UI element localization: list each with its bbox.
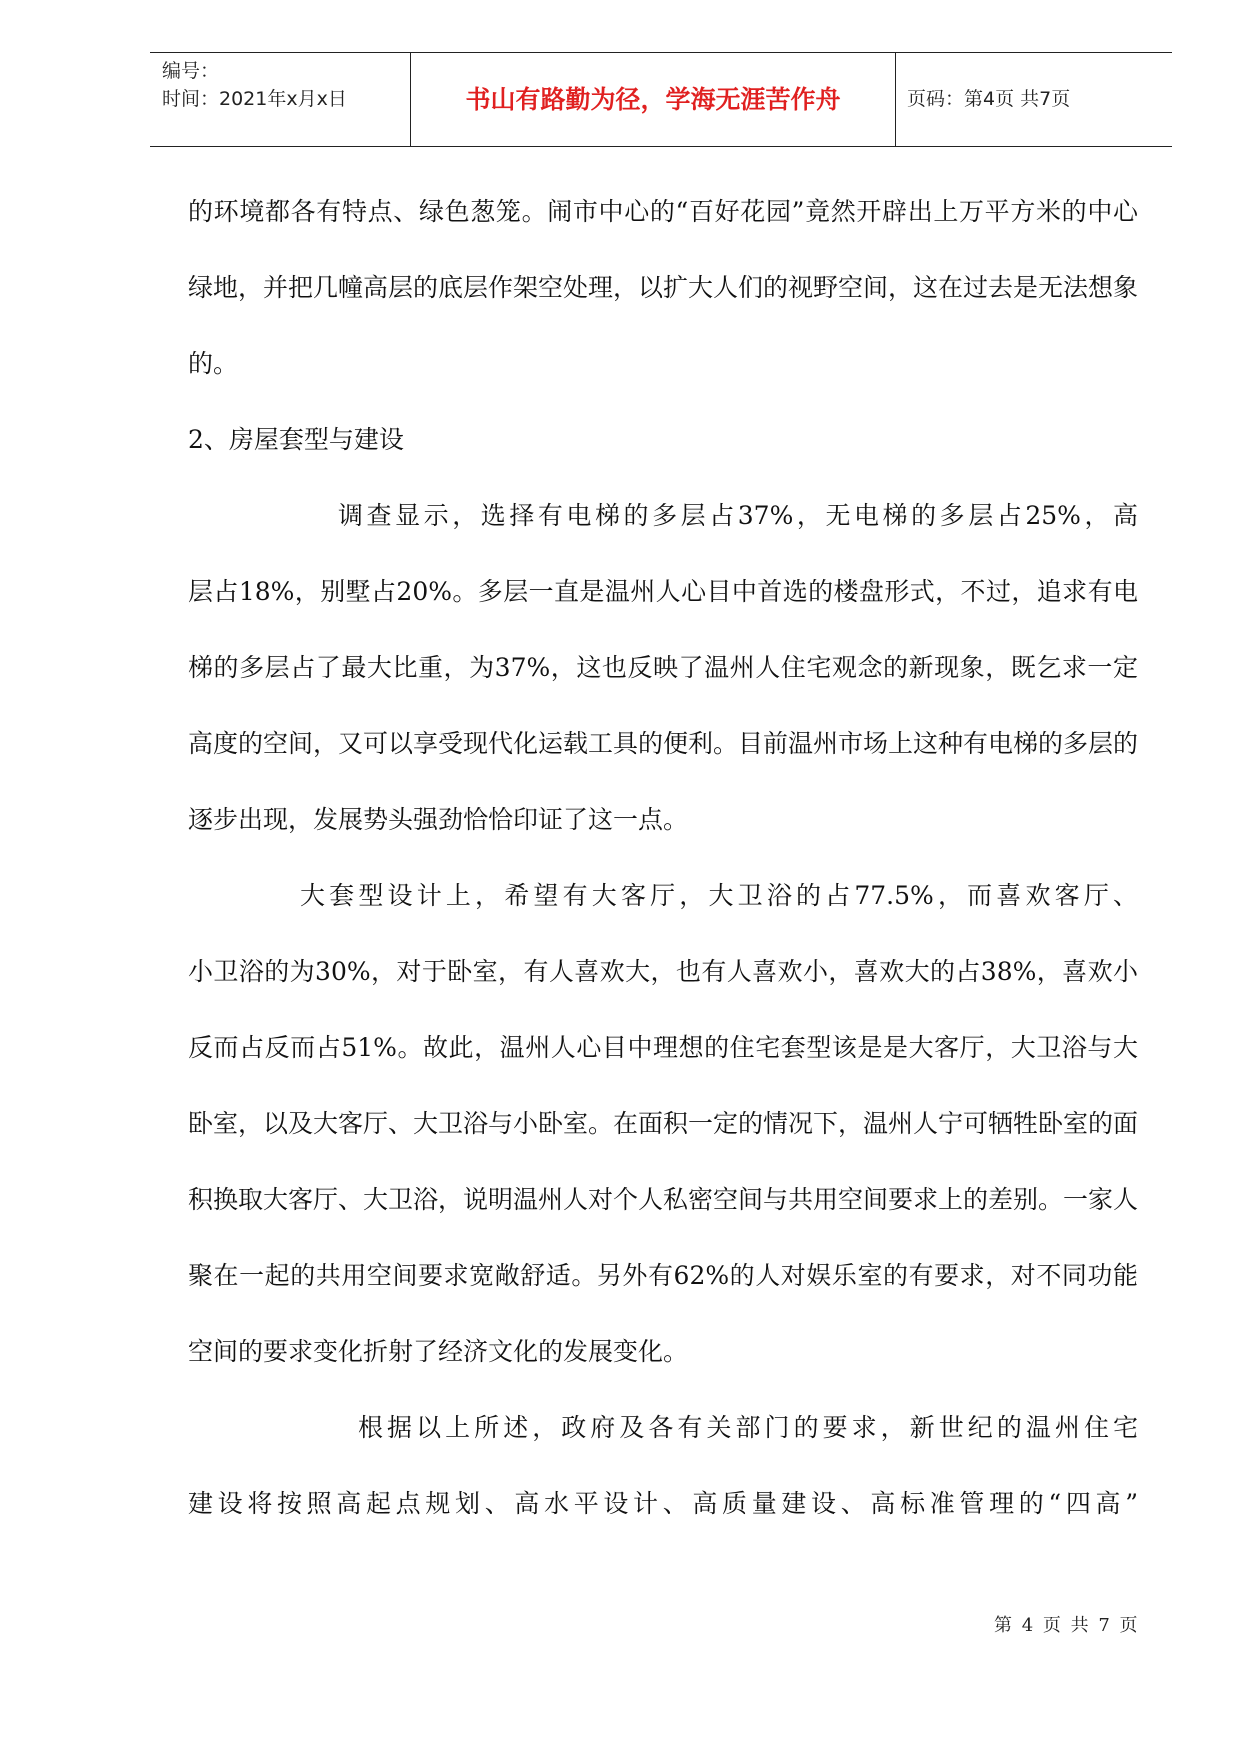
header-motto: 书山有路勤为径，学海无涯苦作舟 [465,85,841,114]
paragraph-conclusion: 建设将按照高起点规划、高水平设计、高质量建设、高标准管理的“四高” [188,1489,1138,1518]
page-footer: 第 4 页 共 7 页 [994,1615,1140,1636]
section-heading: 2、房屋套型与建设 [188,425,404,454]
paragraph-survey: 层占18%，别墅占20%。多层一直是温州人心目中首选的楼盘形式，不过，追求有电梯的多层占了最大比重，为37%，这也反映了温州人住宅观念的新现象，既乞求一定高度的空间，又可以享受现代化运载工具的便利。目前温州市场上这种有电梯的多层的逐步出现，发展势头强劲恰恰印证了这一点。 [188,577,1139,834]
paragraph-survey-first-line: 调查显示，选择有电梯的多层占37%，无电梯的多层占25%，高 [338,501,1138,530]
paragraph-conclusion-first-line: 根据以上所述，政府及各有关部门的要求，新世纪的温州住宅 [358,1413,1138,1442]
paragraph-environment: 的环境都各有特点、绿色葱笼。闹市中心的“百好花园”竟然开辟出上万平方米的中心绿地，并把几幢高层的底层作架空处理，以扩大人们的视野空间，这在过去是无法想象的。 [188,197,1139,378]
time-label: 时间：2021年x月x日 [162,88,347,110]
serial-label: 编号： [162,60,220,82]
paragraph-layout-first-line: 大套型设计上，希望有大客厅，大卫浴的占77.5%，而喜欢客厅、 [300,881,1138,910]
header-page-info: 页码：第4页 共7页 [907,88,1071,110]
paragraph-layout: 小卫浴的为30%，对于卧室，有人喜欢大，也有人喜欢小，喜欢大的占38%，喜欢小反而占反而占51%。故此，温州人心目中理想的住宅套型该是是大客厅，大卫浴与大卧室，以及大客厅、大卫浴与小卧室。在面积一定的情况下，温州人宁可牺牲卧室的面积换取大客厅、大卫浴，说明温州人对个人私密空间与共用空间要求上的差别。一家人聚在一起的共用空间要求宽敞舒适。另外有62%的人对娱乐室的有要求，对不同功能空间的要求变化折射了经济文化的发展变化。 [188,957,1139,1366]
header-divider [895,53,896,146]
page-header [150,52,1172,147]
document-body [188,174,1138,1542]
